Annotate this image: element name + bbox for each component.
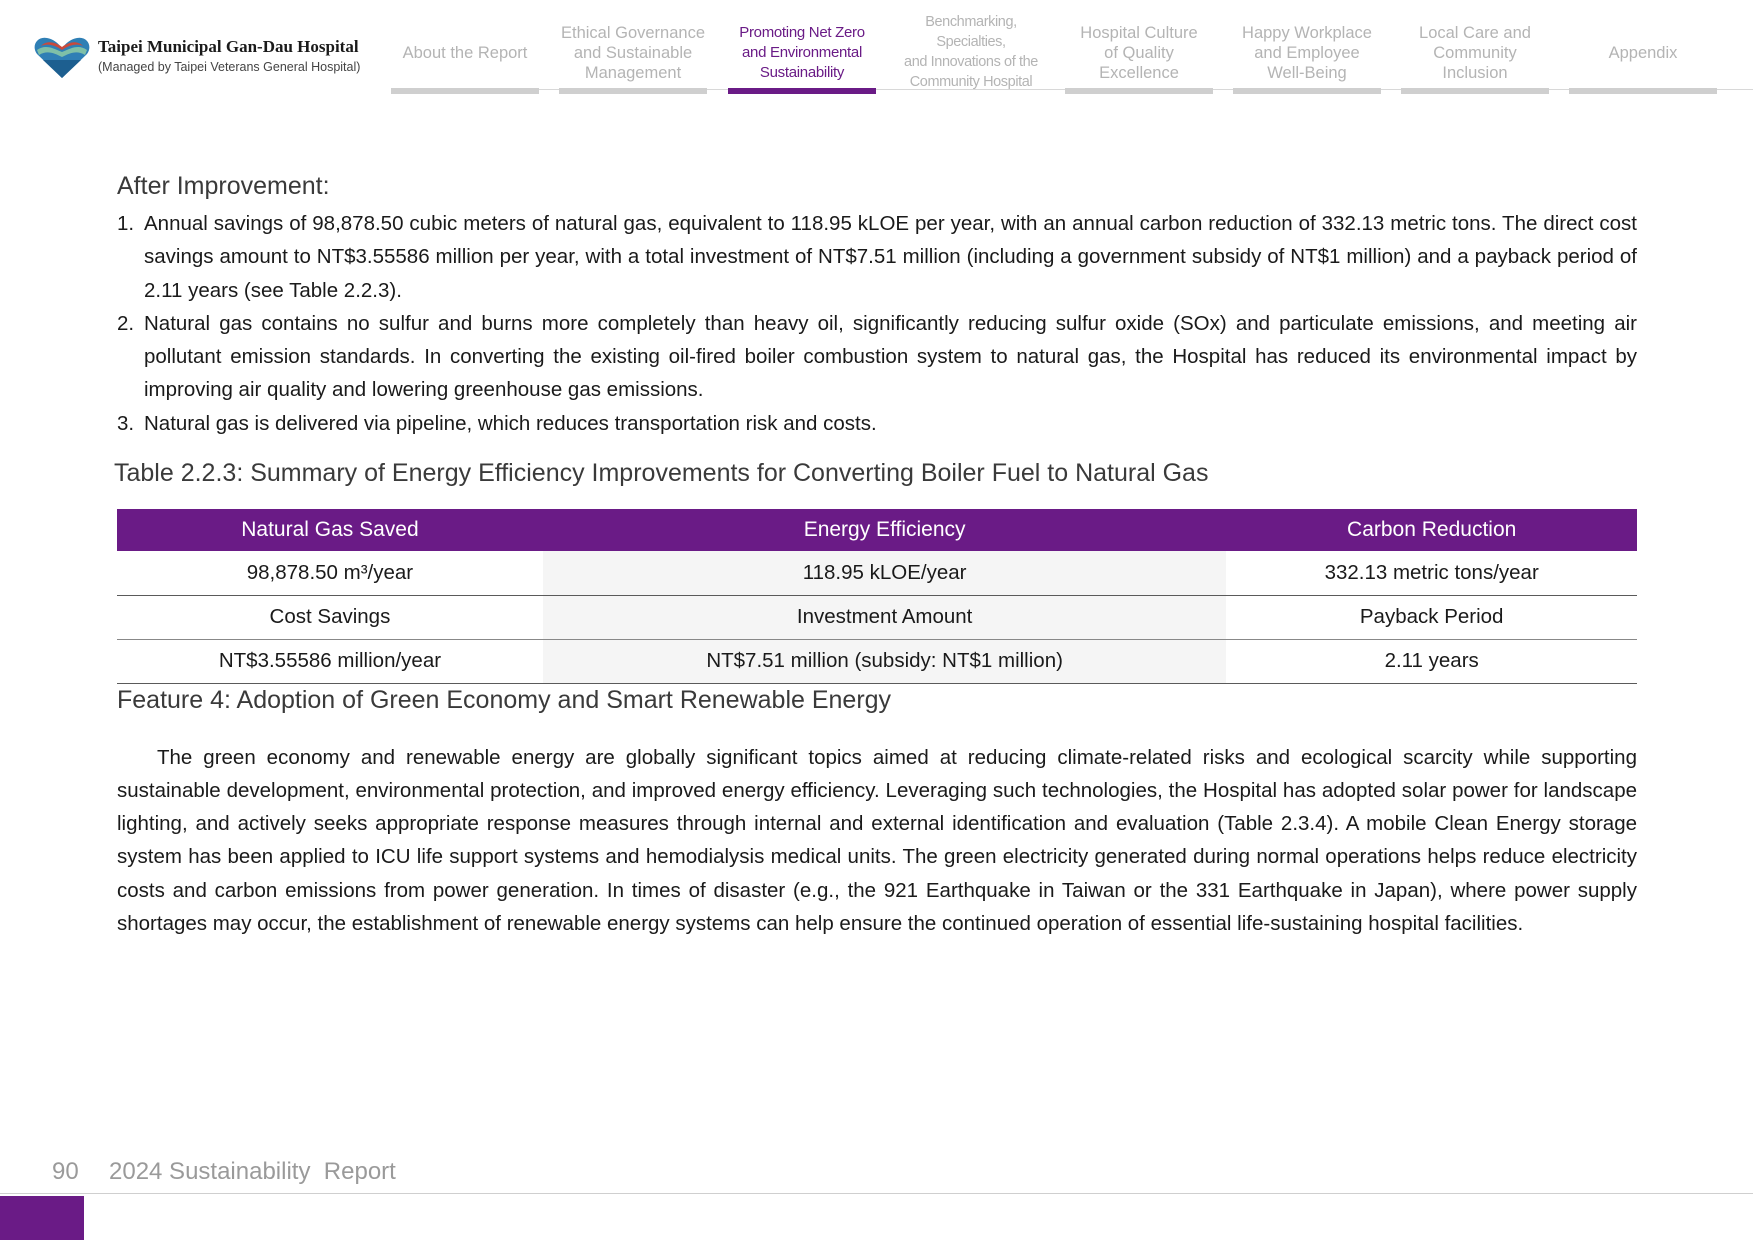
nav-tab-bar [1401, 88, 1549, 94]
list-item-text: Natural gas is delivered via pipeline, which reduces transportation risk and costs. [144, 411, 877, 435]
page-number: 90 [52, 1158, 79, 1185]
table-cell: 2.11 years [1226, 639, 1637, 683]
nav-tab-bar [728, 88, 876, 94]
nav-tab-ethical-governance[interactable] [559, 20, 707, 94]
nav-tab-bar [559, 88, 707, 94]
table-header-cell: Natural Gas Saved [117, 509, 543, 551]
list-item-number: 1. [117, 212, 135, 235]
table-header-cell: Carbon Reduction [1226, 509, 1637, 551]
table-cell: Payback Period [1226, 595, 1637, 639]
table-row [117, 595, 1637, 639]
table-cell: Cost Savings [117, 595, 543, 639]
list-item [117, 407, 1637, 440]
nav-tab-label: Ethical Governance and Sustainable Management [561, 24, 705, 82]
nav-tab-bar [391, 88, 539, 94]
energy-summary-table [117, 509, 1637, 684]
chapter-nav [391, 14, 1753, 94]
hospital-heart-logo-icon [33, 34, 91, 80]
nav-tab-label: Promoting Net Zero and Environmental Sustainability [739, 24, 865, 81]
after-improvement-heading: After Improvement: [117, 172, 330, 200]
nav-tab-hospital-culture[interactable] [1065, 20, 1213, 94]
page-content [114, 170, 1637, 940]
nav-tab-benchmarking[interactable] [896, 14, 1046, 94]
table-cell: 98,878.50 m³/year [117, 551, 543, 595]
nav-tab-net-zero[interactable] [728, 20, 876, 94]
list-item-text: Natural gas contains no sulfur and burns more completely than heavy oil, significantly reducing sulfur oxide (SOx) and particulate emissions, and meeting air pollutant emission standards. In converting the existing oil-fired boiler combustion system to natural gas, the Hospital has reduced its environmental impact by improving air quality and lowering greenhouse gas emissions. [144, 311, 1637, 402]
nav-tab-appendix[interactable] [1569, 20, 1717, 94]
table-row [117, 639, 1637, 683]
list-item-number: 3. [117, 411, 135, 435]
nav-tab-about-report[interactable] [391, 20, 539, 94]
nav-tab-bar [1569, 88, 1717, 94]
hospital-subtitle: (Managed by Taipei Veterans General Hospital) [98, 60, 361, 74]
table-cell: Investment Amount [543, 595, 1226, 639]
page-header [0, 0, 1753, 100]
feature-body-paragraph: The green economy and renewable energy are globally significant topics aimed at reducing climate-related risks and ecological scarcity while supporting sustainable development, environmental protection, and improved energy efficiency. Leveraging such technologies, the Hospital has adopted solar power for landscape lighting, and actively seeks appropriate response measures through internal and external identification and evaluation (Table 2.3.4). A mobile Clean Energy storage system has been applied to ICU life support systems and hemodialysis medical units. The green electricity generated during normal operations helps reduce electricity costs and carbon emissions from power generation. In times of disaster (e.g., the 921 Earthquake in Taiwan or the 331 Earthquake in Japan), where power supply shortages may occur, the establishment of renewable energy systems can help ensure the continued operation of essential life-sustaining hospital facilities. [117, 745, 1637, 936]
list-item-text: Annual savings of 98,878.50 cubic meters of natural gas, equivalent to 118.95 kLOE per year, with an annual carbon reduction of 332.13 metric tons. The direct cost savings amount to NT$3.55586 million per year, with a total investment of NT$7.51 million (including a government subsidy of NT$1 million) and a payback period of 2.11 years (see Table 2.2.3). [144, 212, 1637, 302]
table-cell: 118.95 kLOE/year [543, 551, 1226, 595]
list-item-number: 2. [117, 311, 135, 335]
feature-heading: Feature 4: Adoption of Green Economy and Smart Renewable Energy [117, 685, 892, 714]
nav-tab-bar [1065, 88, 1213, 94]
hospital-name: Taipei Municipal Gan-Dau Hospital [98, 37, 359, 56]
table-row [117, 551, 1637, 595]
table-cell: NT$7.51 million (subsidy: NT$1 million) [543, 639, 1226, 683]
footer-accent-block [0, 1196, 84, 1240]
list-item [117, 307, 1637, 407]
nav-tab-local-care[interactable] [1401, 20, 1549, 94]
improvement-list [117, 207, 1637, 440]
table-cell: NT$3.55586 million/year [117, 639, 543, 683]
nav-tab-label: Appendix [1608, 44, 1678, 62]
nav-tab-label: Benchmarking, Specialties, and Innovations of the Community Hospital [904, 14, 1038, 90]
list-item [117, 207, 1637, 307]
nav-tab-bar [1233, 88, 1381, 94]
table-title: Table 2.2.3: Summary of Energy Efficiency Improvements for Converting Boiler Fuel to Natural Gas [114, 459, 1209, 488]
nav-tab-label: Happy Workplace and Employee Well-Being [1242, 24, 1372, 82]
nav-tab-label: Local Care and Community Inclusion [1419, 24, 1531, 82]
footer-divider [0, 1193, 1753, 1194]
nav-tab-label: About the Report [402, 44, 528, 62]
nav-tab-label: Hospital Culture of Quality Excellence [1080, 24, 1198, 82]
table-header-cell: Energy Efficiency [543, 509, 1226, 551]
table-header-row [117, 509, 1637, 551]
table-cell: 332.13 metric tons/year [1226, 551, 1637, 595]
report-title: 2024 Sustainability Report [109, 1158, 396, 1185]
nav-tab-happy-workplace[interactable] [1233, 20, 1381, 94]
